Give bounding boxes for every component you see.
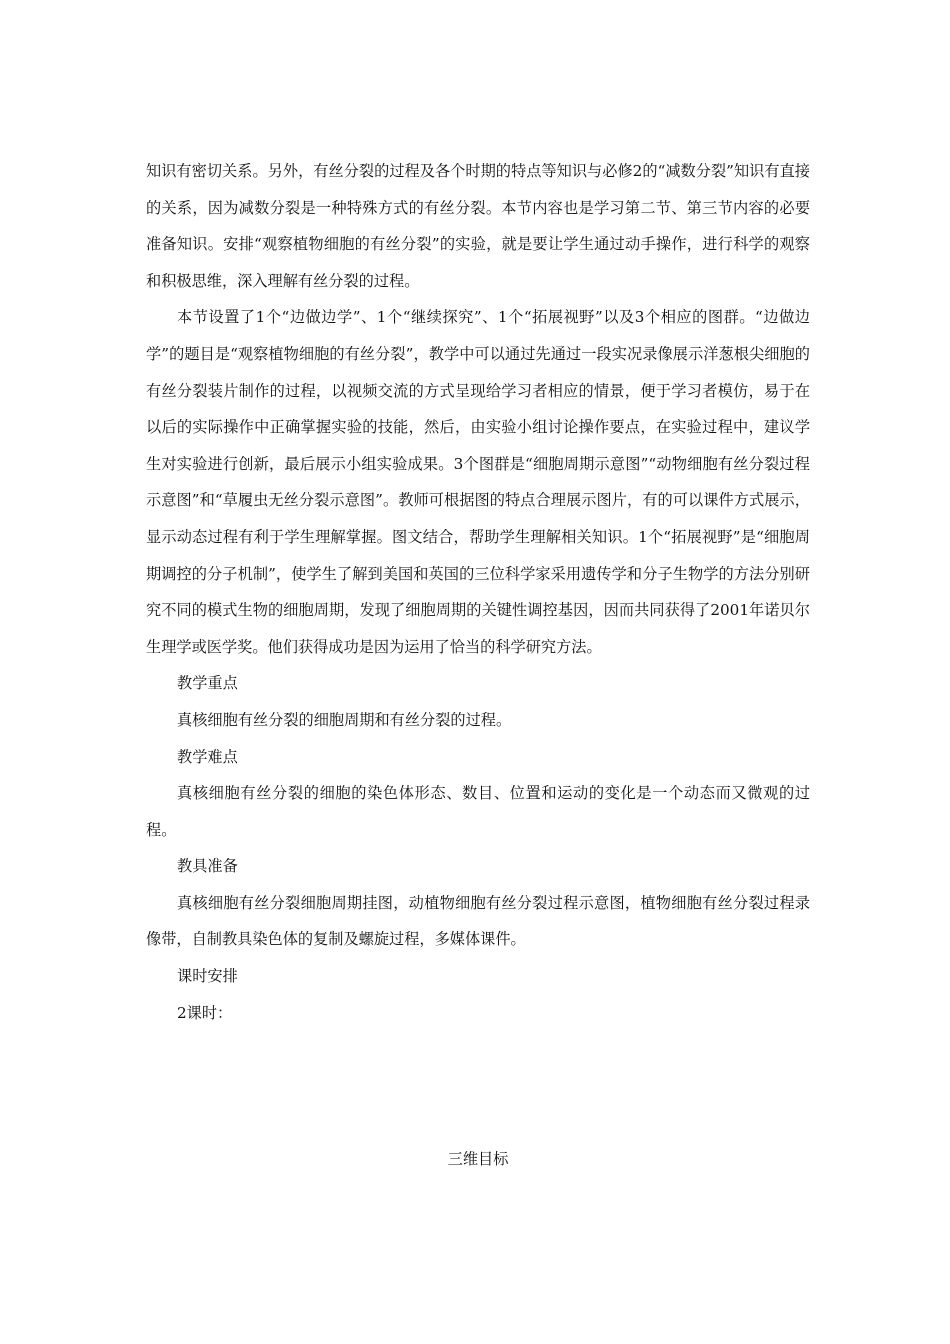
- heading-teaching-key-points: 教学重点: [177, 674, 238, 693]
- document-page: [146, 153, 810, 1168]
- paragraph-class-schedule: 2课时：: [177, 1003, 233, 1022]
- paragraph-teaching-difficulties: 真核细胞有丝分裂的细胞的染色体形态、数目、位置和运动的变化是一个动态而又微观的过程。: [146, 784, 810, 839]
- section-title-three-dimensional-goals: 三维目标: [447, 1150, 509, 1168]
- heading-teaching-difficulties: 教学难点: [177, 747, 238, 766]
- paragraph-teaching-aids: 真核细胞有丝分裂细胞周期挂图，动植物细胞有丝分裂过程示意图，植物细胞有丝分裂过程录像带，自制教具染色体的复制及螺旋过程，多媒体课件。: [146, 893, 810, 949]
- paragraph-intro-continued: 知识有密切关系。另外，有丝分裂的过程及各个时期的特点等知识与必修2的“减数分裂”知识有直接的关系，因为减数分裂是一种特殊方式的有丝分裂。本节内容也是学习第二节、第三节内容的必要准备知识。安排“观察植物细胞的有丝分裂”的实验，就是要让学生通过动手操作，进行科学的观察和积极思维，深入理解有丝分裂的过程。: [146, 162, 810, 290]
- paragraph-teaching-key-points: 真核细胞有丝分裂的细胞周期和有丝分裂的过程。: [177, 710, 512, 729]
- paragraph-section-design: 本节设置了1个“边做边学”、1个“继续探究”、1个“拓展视野”以及3个相应的图群。“边做边学”的题目是“观察植物细胞的有丝分裂”，教学中可以通过先通过一段实况录像展示洋葱根尖细胞的有丝分裂装片制作的过程，以视频交流的方式呈现给学习者相应的情景，便于学习者模仿，易于在以后的实际操作中正确掌握实验的技能，然后，由实验小组讨论操作要点，在实验过程中，建议学生对实验进行创新，最后展示小组实验成果。3个图群是“细胞周期示意图”“动物细胞有丝分裂过程示意图”和“草履虫无丝分裂示意图”。教师可根据图的特点合理展示图片，有的可以课件方式展示，显示动态过程有利于学生理解掌握。图文结合，帮助学生理解相关知识。1个“拓展视野”是“细胞周期调控的分子机制”，使学生了解到美国和英国的三位科学家采用遗传学和分子生物学的方法分别研究不同的模式生物的细胞周期，发现了细胞周期的关键性调控基因，因而共同获得了2001年诺贝尔生理学或医学奖。他们获得成功是因为运用了恰当的科学研究方法。: [146, 308, 810, 656]
- heading-teaching-aids: 教具准备: [177, 857, 238, 876]
- heading-class-schedule: 课时安排: [177, 967, 238, 986]
